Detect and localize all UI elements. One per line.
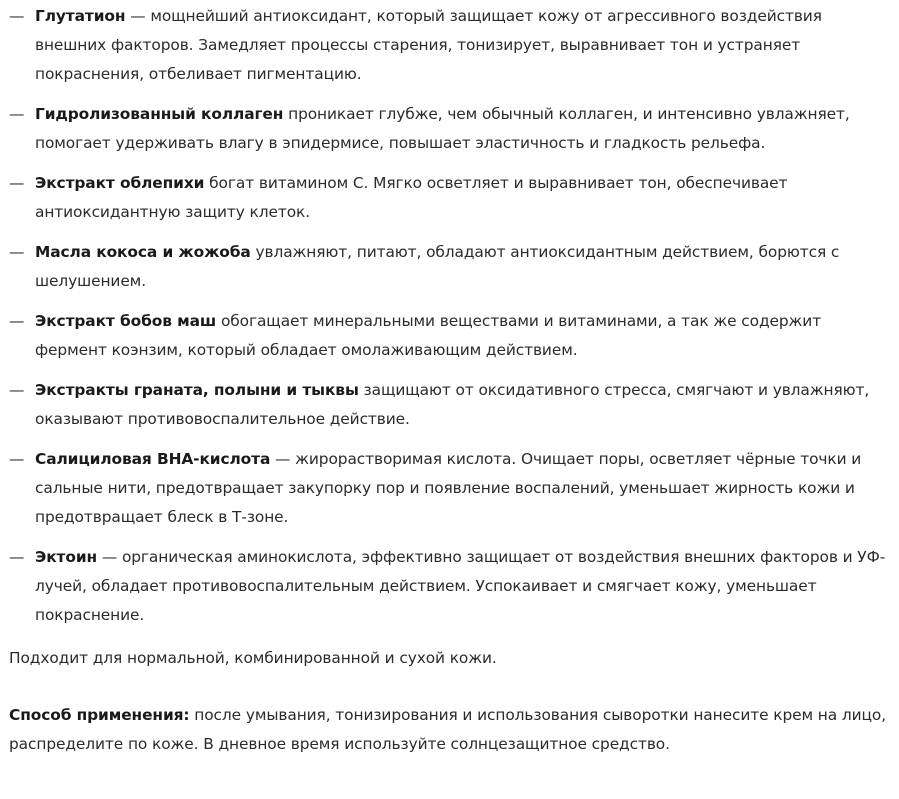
list-item (9, 445, 889, 532)
list-dash: — (9, 7, 25, 25)
ingredient-description: увлажняют, питают, обладают антиоксидантным действием, борются с шелушением. (35, 243, 840, 290)
ingredient-description: — мощнейший антиоксидант, который защищает кожу от агрессивного воздействия внешних факторов. Замедляет процессы старения, тонизирует, выравнивает тон и устраняет покраснения, отбеливает пигментацию. (35, 7, 822, 83)
ingredient-description: — органическая аминокислота, эффективно защищает от воздействия внешних факторов и УФ-лучей, обладает противовоспалительным действием. Успокаивает и смягчает кожу, уменьшает покраснение. (35, 548, 886, 624)
ingredient-name: Эктоин (35, 548, 98, 566)
ingredient-name: Масла кокоса и жожоба (35, 243, 251, 261)
list-dash: — (9, 450, 25, 468)
list-dash: — (9, 174, 25, 192)
list-dash: — (9, 548, 25, 566)
list-dash: — (9, 243, 25, 261)
ingredient-name: Экстракты граната, полыни и тыквы (35, 381, 359, 399)
ingredient-description: — жирорастворимая кислота. Очищает поры, осветляет чёрные точки и сальные нити, предотвращает закупорку пор и появление воспалений, уменьшает жирность кожи и предотвращает блеск в Т-зоне. (35, 450, 862, 526)
ingredient-description: проникает глубже, чем обычный коллаген, и интенсивно увлажняет, помогает удерживать влагу в эпидермисе, повышает эластичность и гладкость рельефа. (35, 105, 850, 152)
ingredient-name: Экстракт облепихи (35, 174, 205, 192)
list-item (9, 307, 889, 365)
list-dash: — (9, 312, 25, 330)
ingredient-name: Глутатион (35, 7, 126, 25)
list-item (9, 238, 889, 296)
list-item (9, 100, 889, 158)
usage-label: Способ применения: (9, 706, 190, 724)
ingredient-description: богат витамином С. Мягко осветляет и выравнивает тон, обеспечивает антиоксидантную защиту клеток. (35, 174, 788, 221)
ingredient-name: Гидролизованный коллаген (35, 105, 284, 123)
list-dash: — (9, 105, 25, 123)
list-dash: — (9, 381, 25, 399)
list-item (9, 543, 889, 630)
ingredient-description: защищают от оксидативного стресса, смягчают и увлажняют, оказывают противовоспалительное действие. (35, 381, 870, 428)
skin-type-note: Подходит для нормальной, комбинированной и сухой кожи. (9, 649, 497, 667)
list-item (9, 376, 889, 434)
usage-text: после умывания, тонизирования и использования сыворотки нанесите крем на лицо, распределите по коже. В дневное время используйте солнцезащитное средство. (9, 706, 886, 753)
list-item (9, 2, 889, 89)
ingredient-name: Экстракт бобов маш (35, 312, 217, 330)
ingredient-name: Салициловая BHA-кислота (35, 450, 271, 468)
ingredients-list (9, 2, 889, 630)
product-description (0, 2, 899, 759)
ingredient-description: обогащает минеральными веществами и витаминами, а так же содержит фермент коэнзим, который обладает омолаживающим действием. (35, 312, 822, 359)
list-item (9, 169, 889, 227)
usage-instructions (9, 701, 889, 759)
